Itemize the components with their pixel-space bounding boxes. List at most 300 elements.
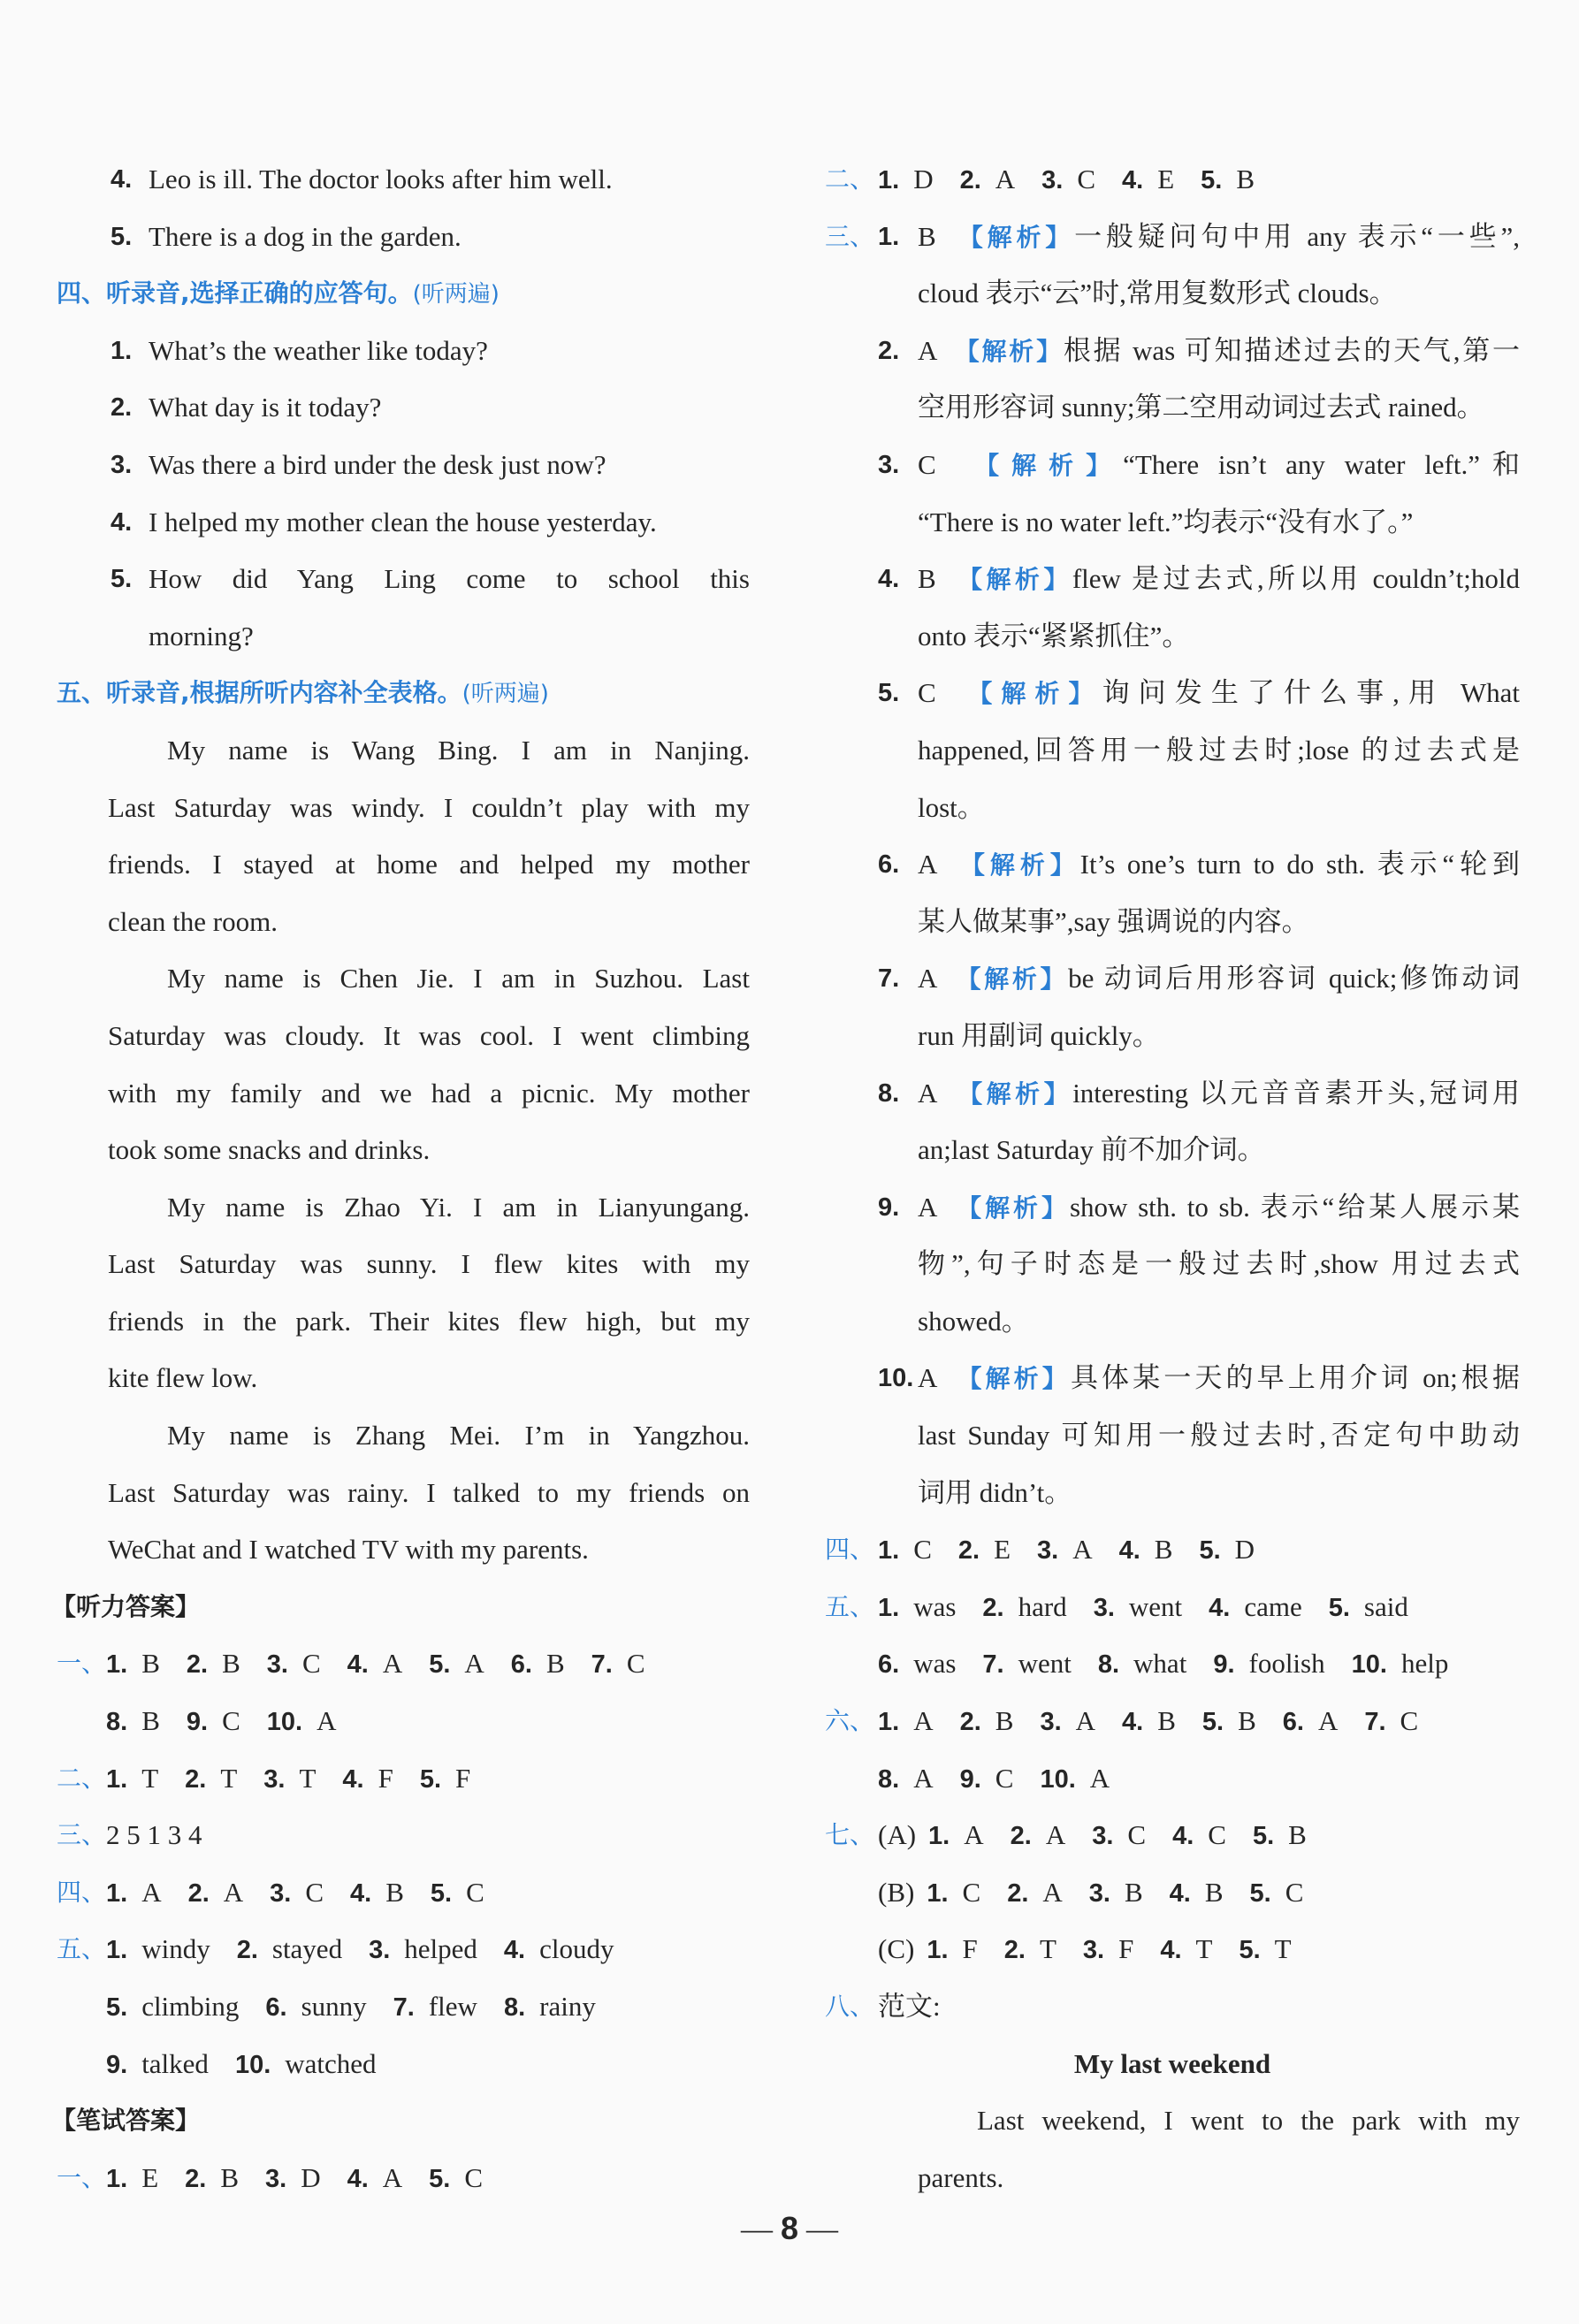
answer-value: A (1042, 1876, 1063, 1908)
answer-item (429, 1635, 484, 1694)
answer-number: 2. (1007, 1878, 1029, 1908)
answer-number: 4. (1172, 1822, 1194, 1851)
answer-row (790, 1521, 1520, 1579)
answer-value: came (1244, 1590, 1302, 1622)
line-text: I helped my mother clean the house yesterday. (149, 506, 657, 537)
answer-number: 10. (266, 1708, 303, 1737)
answer-item (185, 1750, 237, 1809)
heading-note: (听两遍) (461, 681, 549, 708)
answer-number: 6. (878, 1650, 900, 1680)
answer-value: helped (404, 1933, 477, 1965)
answer-value: F (455, 1762, 471, 1794)
answer-value: A (382, 1648, 403, 1680)
answer-row (0, 1864, 750, 1922)
answer-item (982, 1635, 1071, 1694)
line-text: an;last Saturday 前不加介词。 (918, 1134, 1265, 1166)
answer-item (1089, 1864, 1143, 1923)
answer-value: C (913, 1534, 932, 1566)
answer-value: A (223, 1876, 244, 1908)
answer-letter: A (918, 849, 936, 880)
answer-value: was (913, 1590, 957, 1622)
line-text: lost。 (918, 791, 985, 823)
list-item-line (0, 608, 750, 666)
answer-number: 5. (429, 2164, 451, 2193)
item-number: 10. (878, 1364, 914, 1393)
item-number: 4. (878, 565, 900, 594)
answer-row (790, 1750, 1520, 1808)
line-text: “There is no water left.”均表示“没有水了。” (918, 506, 1414, 537)
answer-number: 5. (1239, 1936, 1261, 1965)
explanation-line (790, 494, 1520, 552)
explanation-line (790, 1179, 1520, 1237)
line-text: interesting 以元音音素开头,冠词用 (1072, 1077, 1520, 1109)
line-text: last Sunday 可知用一般过去时,否定句中助动 (918, 1420, 1520, 1452)
answer-number: 1. (878, 1536, 900, 1566)
paragraph-line: friends in the park. Their kites flew high, but my (108, 1305, 750, 1337)
answer-number: 4. (1118, 1536, 1140, 1566)
answer-value: B (545, 1648, 565, 1680)
answer-value: C (1400, 1705, 1419, 1737)
answer-value: B (222, 1648, 240, 1680)
analysis-tag: 【解析】 (957, 222, 1075, 252)
essay-title: My last weekend (1073, 2047, 1271, 2079)
answer-item (350, 1864, 404, 1923)
answer-item (106, 1864, 162, 1923)
answer-value: A (964, 1819, 984, 1851)
answer-value: help (1400, 1648, 1449, 1680)
answer-item (235, 2036, 377, 2094)
item-number: 4. (111, 165, 133, 194)
answer-value: C (305, 1876, 324, 1908)
explanation-line (790, 608, 1520, 666)
answer-number: 3. (1082, 1936, 1105, 1965)
answer-item (878, 1750, 934, 1809)
answer-item (342, 1750, 393, 1809)
explanation-line (790, 1350, 1520, 1407)
answer-row (0, 1807, 750, 1864)
answer-number: 4. (503, 1936, 526, 1965)
answer-number: 4. (1169, 1878, 1191, 1908)
answer-item (1201, 151, 1255, 210)
answer-item (960, 151, 1016, 210)
item-number: 3. (111, 450, 133, 479)
answer-number: 4. (347, 2164, 369, 2193)
answer-value: B (1157, 1705, 1176, 1737)
answer-item (1199, 1521, 1255, 1580)
answer-number: 1. (106, 1936, 128, 1965)
answer-number: 5. (1249, 1878, 1271, 1908)
answer-number: 10. (234, 2050, 271, 2079)
line-text: 一般疑问句中用 any 表示“一些”, (1074, 220, 1520, 252)
answer-number: 1. (878, 1708, 900, 1737)
answer-section-title: 【笔试答案】 (51, 2106, 201, 2136)
paragraph-line: Saturday was cloudy. It was cool. I went climbing (108, 1019, 750, 1051)
line-text: How did Yang Ling come to school this (149, 563, 750, 595)
answer-item (1250, 1864, 1304, 1923)
line-text: be 动词后用形容词 quick;修饰动词 (1068, 963, 1520, 994)
section-label: 八、 (825, 1992, 875, 2021)
answer-number: 2. (186, 1650, 209, 1680)
answer-item (1170, 1864, 1224, 1923)
answer-item (1007, 1864, 1063, 1923)
answer-number: 9. (186, 1708, 209, 1737)
answer-value: E (994, 1534, 1011, 1566)
answer-value: E (1157, 164, 1175, 194)
explanation-line (790, 551, 1520, 608)
line-text: morning? (149, 620, 254, 651)
answer-number: 1. (106, 1764, 128, 1794)
line-text: 词用 didn’t。 (918, 1476, 1072, 1508)
section-label: 七、 (825, 1820, 875, 1850)
answer-number: 5. (1201, 1708, 1224, 1737)
answer-item (1283, 1693, 1339, 1751)
answer-item (960, 1750, 1014, 1809)
answer-row (0, 1635, 750, 1693)
item-number: 2. (878, 336, 900, 365)
answer-number: 5. (429, 1650, 451, 1680)
list-item-line (0, 379, 750, 437)
answer-value: C (1077, 164, 1096, 194)
section-label: 三、 (57, 1820, 107, 1850)
answer-value: C (995, 1762, 1014, 1794)
answer-row (790, 1693, 1520, 1750)
answer-number: 7. (1364, 1708, 1386, 1737)
answer-value: B (1238, 1705, 1256, 1737)
answer-item (1122, 151, 1174, 210)
answer-item (878, 1693, 934, 1751)
paragraph-line: Last weekend, I went to the park with my (977, 2105, 1520, 2137)
list-item-line (0, 323, 750, 380)
answer-text: 范文: (878, 1991, 941, 2022)
section-label: 五、 (57, 1934, 107, 1964)
answer-section-title: 【听力答案】 (51, 1591, 201, 1621)
answer-row (790, 151, 1520, 209)
answer-number: 2. (959, 1708, 981, 1737)
answer-value: T (220, 1762, 238, 1794)
answer-item (1122, 1693, 1176, 1751)
answer-number: 2. (187, 1878, 210, 1908)
answer-item (431, 1864, 484, 1923)
answer-value: said (1363, 1590, 1408, 1622)
answer-value: what (1133, 1648, 1187, 1680)
answer-item (106, 2036, 209, 2094)
heading-text: 四、听录音,选择正确的应答句。 (57, 278, 413, 309)
answer-item (1004, 1921, 1056, 1979)
answer-value: F (1118, 1933, 1134, 1965)
answer-value: D (1234, 1534, 1255, 1566)
analysis-tag: 【解析】 (954, 336, 1064, 366)
answer-row (790, 1635, 1520, 1693)
line-text: happened,回答用一般过去时;lose 的过去式是 (918, 734, 1520, 766)
answer-value: B (385, 1876, 404, 1908)
answer-letter: C (918, 448, 936, 480)
answer-sublabel: (C) (878, 1933, 915, 1965)
answer-item (511, 1635, 565, 1694)
paragraph-line: My name is Chen Jie. I am in Suzhou. Last (167, 963, 750, 994)
item-number: 8. (878, 1078, 900, 1108)
explanation-line (790, 1236, 1520, 1293)
item-number: 5. (111, 222, 133, 251)
answer-letter: A (918, 1191, 936, 1223)
answer-text: 2 5 1 3 4 (106, 1819, 202, 1851)
answer-item (878, 1521, 932, 1580)
item-number: 6. (878, 850, 900, 880)
answer-value: A (382, 2161, 403, 2193)
explanation-line (790, 1465, 1520, 1522)
paragraph-line: friends. I stayed at home and helped my mother (108, 849, 750, 880)
answer-value: B (141, 1705, 160, 1737)
item-number: 3. (878, 450, 900, 479)
answer-value: went (1018, 1648, 1072, 1680)
answer-item (958, 1521, 1011, 1580)
answer-item (267, 1635, 321, 1694)
answer-number: 8. (1097, 1650, 1120, 1680)
answer-item (1352, 1635, 1449, 1694)
analysis-tag: 【解析】 (967, 679, 1102, 709)
page-number (0, 2210, 1579, 2247)
section-heading (0, 665, 750, 722)
explanation-line (790, 665, 1520, 722)
answer-value: C (1285, 1876, 1304, 1908)
line-text: Was there a bird under the desk just now? (149, 448, 606, 480)
line-text: cloud 表示“云”时,常用复数形式 clouds。 (918, 278, 1397, 309)
answer-row (0, 2036, 750, 2093)
answer-value: windy (141, 1933, 210, 1965)
answer-value: F (378, 1762, 393, 1794)
answer-value: C (962, 1876, 981, 1908)
answer-row (790, 1978, 1520, 2036)
answer-value: A (1072, 1534, 1093, 1566)
section-label: 六、 (825, 1706, 875, 1736)
right-column (790, 151, 1520, 2206)
answer-number: 7. (982, 1650, 1004, 1680)
answer-row (790, 1864, 1520, 1922)
answer-item (347, 2150, 403, 2208)
item-number: 5. (111, 565, 133, 594)
answer-item (187, 1693, 240, 1751)
analysis-tag: 【解析】 (956, 964, 1069, 994)
line-text: What’s the weather like today? (149, 334, 488, 366)
line-text: show sth. to sb. 表示“给某人展示某 (1069, 1191, 1520, 1223)
answer-number: 8. (878, 1764, 900, 1794)
page-dash-right: — (806, 2211, 839, 2246)
answer-item (265, 2150, 321, 2208)
answer-value: talked (141, 2047, 209, 2079)
answer-value: D (301, 2161, 321, 2193)
answer-item (420, 1750, 470, 1809)
answer-item (927, 1921, 977, 1979)
answer-number: 4. (342, 1764, 364, 1794)
answer-number: 4. (347, 1650, 369, 1680)
answer-value: T (1039, 1933, 1056, 1965)
answer-item (928, 1807, 984, 1865)
answer-number: 3. (265, 2164, 287, 2193)
answer-row (0, 1693, 750, 1750)
explanation-line (790, 323, 1520, 380)
item-number: 9. (878, 1192, 900, 1222)
answer-item (106, 2150, 158, 2208)
line-text: 物”,句子时态是一般过去时,show 用过去式 (918, 1248, 1520, 1280)
section-label: 四、 (825, 1535, 875, 1565)
answer-value: cloudy (539, 1933, 614, 1965)
answer-value: hard (1018, 1590, 1067, 1622)
item-number: 7. (878, 964, 900, 994)
answer-value: T (1195, 1933, 1213, 1965)
answer-value: flew (428, 1991, 477, 2022)
explanation-line (790, 1293, 1520, 1351)
section-label: 一、 (57, 2162, 107, 2192)
explanation-line (790, 780, 1520, 837)
analysis-tag: 【解析】 (974, 450, 1124, 480)
item-number: 4. (111, 507, 133, 537)
answer-row (0, 2150, 750, 2207)
answer-letter: A (918, 1362, 936, 1394)
answer-number: 3. (1040, 1708, 1062, 1737)
answer-number: 3. (263, 1764, 286, 1794)
answer-value: A (1045, 1819, 1066, 1851)
answer-number: 1. (878, 166, 900, 194)
answer-number: 10. (1040, 1764, 1076, 1794)
answer-number: 3. (1088, 1878, 1110, 1908)
section-label: 一、 (57, 1649, 107, 1679)
answer-item (106, 1978, 239, 2037)
answer-value: B (1204, 1876, 1224, 1908)
list-item-line (0, 151, 750, 209)
answer-number: 2. (1003, 1936, 1026, 1965)
answer-number: 5. (106, 1993, 128, 2022)
answer-number: 2. (982, 1593, 1004, 1622)
answer-item (1329, 1579, 1408, 1637)
answer-value: A (913, 1762, 934, 1794)
answer-value: A (464, 1648, 484, 1680)
answer-number: 3. (1037, 1536, 1059, 1566)
answer-number: 5. (419, 1764, 441, 1794)
answer-item (1094, 1579, 1182, 1637)
line-text: What day is it today? (149, 392, 382, 423)
analysis-tag: 【解析】 (957, 1192, 1070, 1223)
answer-number: 5. (1199, 1536, 1221, 1566)
answer-number: 4. (1122, 166, 1144, 194)
answer-item (1037, 1521, 1093, 1580)
explanation-line (790, 1122, 1520, 1179)
answer-value: A (995, 164, 1016, 194)
explanation-line (790, 836, 1520, 894)
answer-item (878, 1635, 956, 1694)
answer-number: 5. (1328, 1593, 1350, 1622)
explanation-line (790, 379, 1520, 437)
answer-item (1011, 1807, 1066, 1865)
line-text: showed。 (918, 1305, 1029, 1337)
answer-item (982, 1579, 1066, 1637)
answer-number: 8. (503, 1993, 526, 2022)
answer-value: C (222, 1705, 240, 1737)
answer-item (1239, 1921, 1291, 1979)
answer-number: 9. (106, 2050, 128, 2079)
answer-item (1098, 1635, 1186, 1694)
section-label: 五、 (825, 1591, 875, 1621)
explanation-line (790, 1065, 1520, 1123)
answer-value: B (1154, 1534, 1173, 1566)
answer-value: C (626, 1648, 645, 1680)
answer-item (263, 1750, 316, 1809)
answer-item (347, 1635, 403, 1694)
paragraph-line: with my family and we had a picnic. My mother (108, 1077, 750, 1109)
answer-number: 7. (393, 1993, 415, 2022)
list-item-line (0, 437, 750, 494)
answer-value: T (141, 1762, 159, 1794)
line-text: “There isn’t any water left.”和 (1123, 448, 1520, 480)
answer-letter: A (918, 334, 936, 366)
answer-item (1202, 1693, 1256, 1751)
section-label: 四、 (57, 1877, 107, 1907)
answer-value: C (466, 1876, 484, 1908)
answer-value: B (1124, 1876, 1143, 1908)
answer-number: 3. (266, 1650, 288, 1680)
answer-item (429, 2150, 483, 2208)
answer-letter: B (918, 220, 936, 252)
answer-item (185, 2150, 239, 2208)
answer-value: A (913, 1705, 934, 1737)
answer-number: 4. (1209, 1593, 1231, 1622)
answer-item (1213, 1635, 1324, 1694)
answer-value: A (1317, 1705, 1339, 1737)
answer-value: T (1274, 1933, 1292, 1965)
answer-number: 1. (106, 1878, 128, 1908)
answer-number: 5. (1252, 1822, 1275, 1851)
answer-sublabel: (A) (878, 1819, 917, 1851)
answer-number: 3. (369, 1936, 391, 1965)
section-label: 二、 (57, 1763, 107, 1793)
heading-note: (听两遍) (412, 281, 500, 309)
answer-value: B (141, 1648, 160, 1680)
explanation-line (790, 1407, 1520, 1465)
answer-value: A (317, 1705, 337, 1737)
answer-item (1041, 151, 1095, 210)
answer-number: 1. (106, 1650, 128, 1680)
answer-row (790, 1579, 1520, 1636)
paragraph-line: Last Saturday was rainy. I talked to my friends on (108, 1476, 750, 1508)
answer-value: rainy (539, 1991, 596, 2022)
answer-item (369, 1921, 477, 1979)
answer-value: stayed (271, 1933, 343, 1965)
paragraph-line: parents. (918, 2161, 1004, 2193)
answer-item (1119, 1521, 1173, 1580)
answer-item (393, 1978, 477, 2037)
page-number-value: 8 (780, 2210, 799, 2246)
item-number: 1. (878, 222, 900, 251)
answer-value: foolish (1248, 1648, 1325, 1680)
answer-value: B (995, 1705, 1014, 1737)
explanation-line (790, 1008, 1520, 1065)
answer-value: T (299, 1762, 317, 1794)
paragraph-line: WeChat and I watched TV with my parents. (108, 1534, 589, 1566)
line-text: onto 表示“紧紧抓住”。 (918, 620, 1190, 651)
answer-item (504, 1978, 596, 2037)
answer-number: 1. (928, 1822, 950, 1851)
answer-item (106, 1750, 158, 1809)
answer-number: 5. (1201, 166, 1223, 194)
answer-value: D (913, 164, 934, 194)
answer-item (188, 1864, 244, 1923)
answer-number: 4. (1160, 1936, 1182, 1965)
answer-number: 1. (106, 2164, 128, 2193)
answer-number: 4. (350, 1878, 372, 1908)
line-text: flew 是过去式,所以用 couldn’t;hold (1072, 563, 1520, 595)
answer-number: 3. (1041, 166, 1064, 194)
answer-row (790, 1921, 1520, 1978)
answer-item (504, 1921, 614, 1979)
paragraph-line: Last Saturday was windy. I couldn’t play with my (108, 791, 750, 823)
